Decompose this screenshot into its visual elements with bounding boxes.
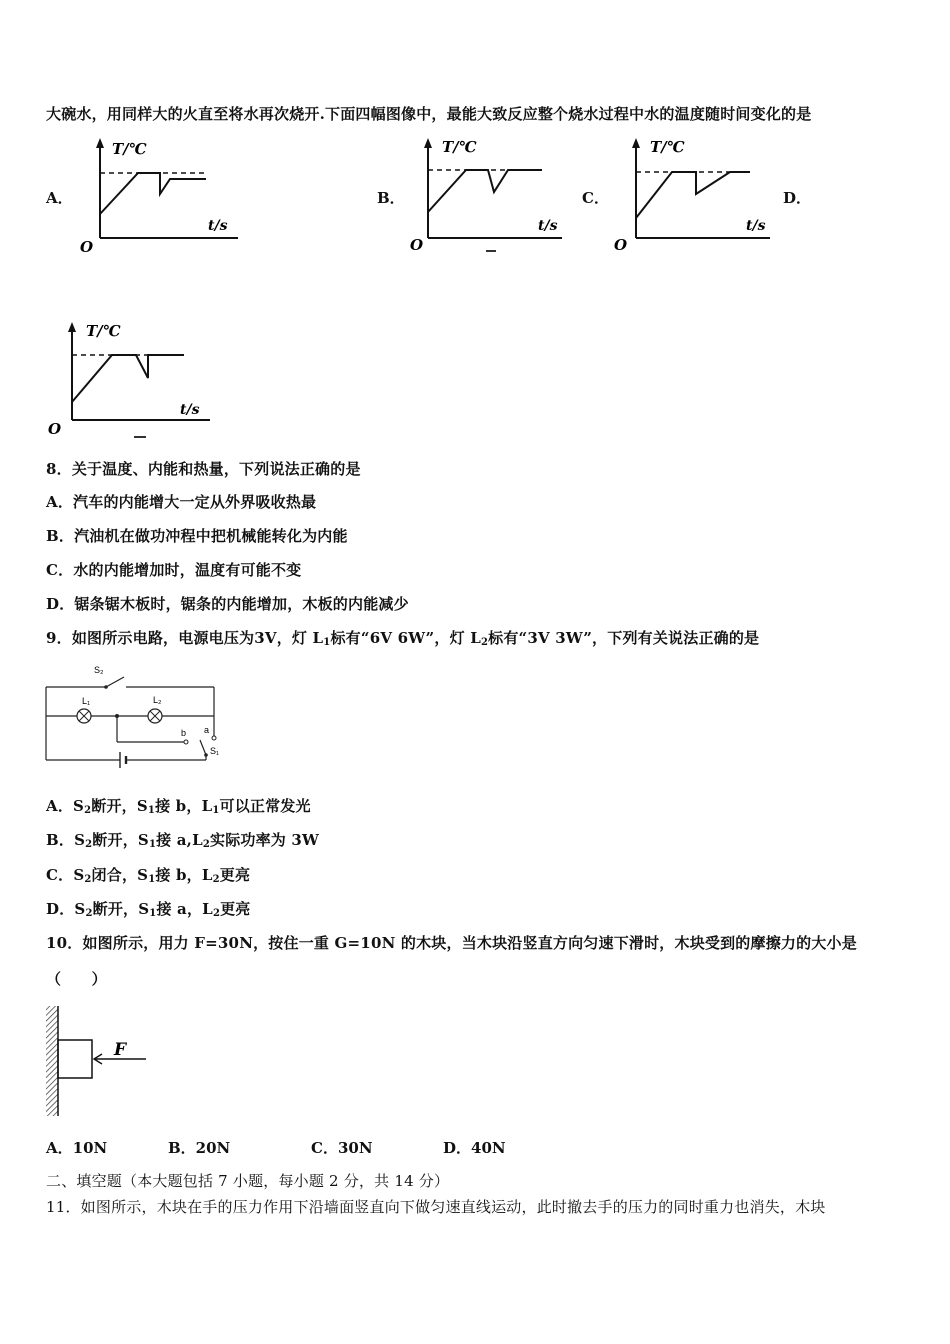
q9-d-text-4: 更亮 bbox=[220, 900, 251, 918]
q9-d-sub-3: 2 bbox=[212, 908, 221, 919]
q9-c-text-3: 接 b，L bbox=[155, 866, 213, 884]
graph-d-x-label: t/s bbox=[180, 402, 200, 418]
graph-c-y-label: T/℃ bbox=[650, 138, 685, 156]
q9-option-c bbox=[46, 864, 250, 885]
graph-a-y-arrow bbox=[96, 138, 104, 148]
circuit-s1-blade bbox=[200, 740, 206, 755]
circuit-contact-a bbox=[212, 736, 216, 740]
graph-b-y-label: T/℃ bbox=[442, 138, 477, 156]
q7-stem: 大碗水，用同样大的火直至将水再次烧开.下面四幅图像中，最能大致反应整个烧水过程中水的温度随时间变化的是 bbox=[46, 105, 812, 123]
force-label: F bbox=[114, 1040, 127, 1060]
q9-a-text-4: 可以正常发光 bbox=[219, 797, 311, 815]
graph-a-y-label: T/℃ bbox=[112, 140, 147, 158]
q9-b-text-1: B．S bbox=[46, 831, 86, 849]
q9-stem-sub-1: 1 bbox=[323, 637, 331, 648]
q9-stem-part-c: 标有“3V 3W”，下列有关说法正确的是 bbox=[488, 629, 760, 647]
graph-c-origin: O bbox=[614, 236, 628, 254]
q9-option-b bbox=[46, 829, 319, 850]
wall-block-figure bbox=[42, 1002, 152, 1120]
q9-b-sub-3: 2 bbox=[202, 839, 210, 850]
graph-a bbox=[76, 134, 246, 259]
q9-d-text-2: 断开，S bbox=[92, 900, 150, 918]
q8-stem: 8．关于温度、内能和热量，下列说法正确的是 bbox=[46, 460, 361, 478]
graph-c bbox=[610, 134, 780, 259]
q9-b-sub-1: 2 bbox=[85, 839, 93, 850]
q9-c-sub-3: 2 bbox=[212, 874, 220, 885]
circuit-s2-blade bbox=[106, 677, 124, 687]
q9-stem-part-b: 标有“6V 6W”，灯 L bbox=[330, 629, 481, 647]
circuit-l2-label: L₂ bbox=[153, 695, 162, 705]
q10-option-d: D．40N bbox=[443, 1139, 506, 1157]
q7-option-a-label: A． bbox=[46, 189, 73, 207]
q9-b-text-4: 实际功率为 3W bbox=[210, 831, 320, 849]
q9-a-sub-3: 1 bbox=[212, 805, 220, 816]
q10-option-a: A．10N bbox=[46, 1139, 108, 1157]
graph-d-y-label: T/℃ bbox=[86, 322, 121, 340]
q9-d-text-3: 接 a，L bbox=[156, 900, 213, 918]
circuit-s2-label: S₂ bbox=[94, 665, 104, 675]
q10-paren: （ ） bbox=[46, 970, 107, 988]
q9-d-sub-1: 2 bbox=[85, 908, 93, 919]
graph-d-y-arrow bbox=[68, 322, 76, 332]
q9-stem-part-a: 9．如图所示电路，电源电压为3V，灯 L bbox=[46, 629, 324, 647]
q7-option-c-label: C． bbox=[582, 189, 609, 207]
circuit-diagram bbox=[40, 660, 230, 778]
q8-option-a: A．汽车的内能增大一定从外界吸收热最 bbox=[46, 493, 317, 511]
q9-d-text-1: D．S bbox=[46, 900, 86, 918]
graph-a-origin: O bbox=[80, 238, 94, 256]
q11-stem: 11．如图所示，木块在手的压力作用下沿墙面竖直向下做匀速直线运动，此时撤去手的压力的同时重力也消失，木块 bbox=[46, 1198, 826, 1216]
graph-c-y-arrow bbox=[632, 138, 640, 148]
q8-option-b: B．汽油机在做功冲程中把机械能转化为内能 bbox=[46, 527, 348, 545]
q9-a-sub-1: 2 bbox=[84, 805, 92, 816]
graph-b-x-label: t/s bbox=[538, 218, 558, 234]
q8-option-c: C．水的内能增加时，温度有可能不变 bbox=[46, 561, 302, 579]
graph-d-origin: O bbox=[48, 420, 62, 438]
circuit-b-label: b bbox=[181, 728, 187, 738]
q9-d-sub-2: 1 bbox=[149, 908, 157, 919]
graph-d-curve bbox=[72, 355, 184, 402]
q9-a-sub-2: 1 bbox=[147, 805, 156, 816]
q9-c-text-2: 闭合，S bbox=[91, 866, 149, 884]
q7-option-b-label: B． bbox=[377, 189, 405, 207]
circuit-s1-label: S₁ bbox=[210, 746, 220, 756]
q9-c-sub-1: 2 bbox=[84, 874, 92, 885]
q9-c-sub-2: 1 bbox=[148, 874, 156, 885]
q10-option-b: B．20N bbox=[168, 1139, 231, 1157]
graph-c-x-label: t/s bbox=[746, 218, 766, 234]
q9-b-sub-2: 1 bbox=[148, 839, 157, 850]
circuit-l1-label: L₁ bbox=[82, 696, 91, 706]
graph-b-curve bbox=[428, 170, 542, 212]
q9-c-text-4: 更亮 bbox=[219, 866, 251, 884]
q9-c-text-1: C．S bbox=[46, 866, 85, 884]
graph-d bbox=[44, 318, 219, 440]
wall-hatching bbox=[46, 1006, 58, 1116]
circuit-contact-b bbox=[184, 740, 188, 744]
q10-option-c: C．30N bbox=[311, 1139, 373, 1157]
graph-b-y-arrow bbox=[424, 138, 432, 148]
q7-option-d-label: D． bbox=[783, 189, 812, 207]
q9-stem-sub-2: 2 bbox=[480, 637, 489, 648]
q9-option-d bbox=[46, 898, 251, 919]
q9-a-text-3: 接 b，L bbox=[155, 797, 213, 815]
q9-stem bbox=[46, 627, 759, 648]
section-2-heading: 二、填空题（本大题包括 7 小题，每小题 2 分，共 14 分） bbox=[46, 1172, 450, 1190]
wooden-block bbox=[58, 1040, 92, 1078]
graph-c-curve bbox=[636, 172, 750, 218]
graph-b-origin: O bbox=[410, 236, 424, 254]
q9-option-a bbox=[46, 795, 311, 816]
q9-a-text-1: A．S bbox=[46, 797, 85, 815]
graph-b bbox=[404, 134, 574, 259]
q9-b-text-2: 断开，S bbox=[92, 831, 149, 849]
graph-a-x-label: t/s bbox=[208, 218, 228, 234]
q10-stem: 10．如图所示，用力 F=30N，按住一重 G=10N 的木块，当木块沿竖直方向匀速下滑时，木块受到的摩擦力的大小是 bbox=[46, 934, 857, 952]
circuit-a-label: a bbox=[204, 725, 210, 735]
graph-a-curve bbox=[100, 173, 206, 214]
q8-option-d: D．锯条锯木板时，锯条的内能增加，木板的内能减少 bbox=[46, 595, 409, 613]
q9-a-text-2: 断开，S bbox=[91, 797, 148, 815]
q9-b-text-3: 接 a,L bbox=[156, 831, 203, 849]
